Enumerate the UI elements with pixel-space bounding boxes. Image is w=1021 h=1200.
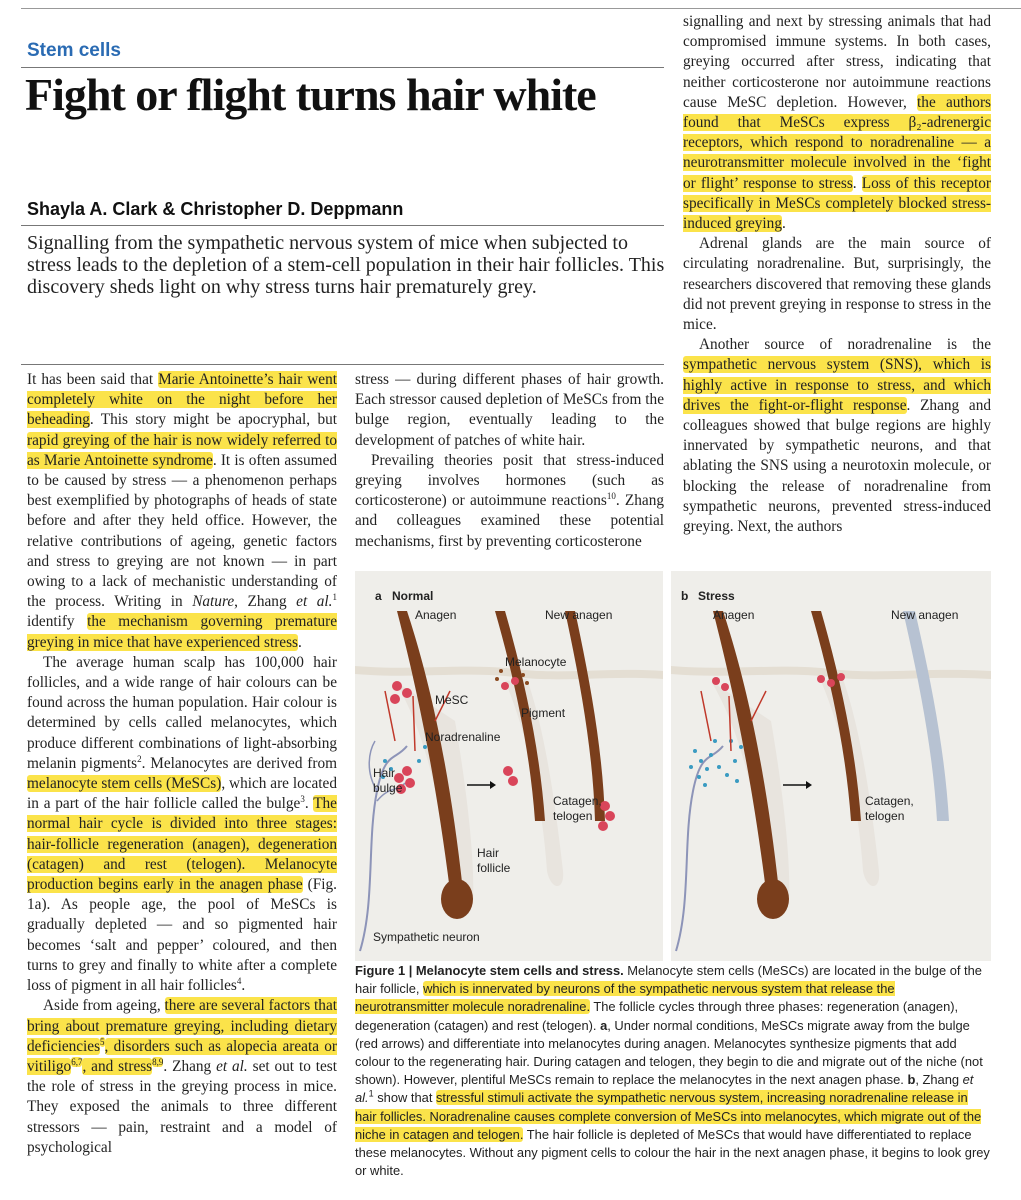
paragraph: Adrenal glands are the main source of circulating noradrenaline. But, surprisingly, the researchers discovered that removing these glands did not prevent greying in response to stress in the mice. <box>683 235 992 334</box>
caption-label: Figure 1 | Melanocyte stem cells and stress. <box>355 963 624 978</box>
citation: 5 <box>100 1036 105 1047</box>
citation: 6,7 <box>71 1056 83 1067</box>
label-catagen-2: telogen <box>553 809 593 823</box>
body-column-1 <box>27 370 337 1158</box>
highlight: the mechanism governing premature greying in mice that have experienced stress <box>27 613 337 651</box>
label-sympathetic-neuron: Sympathetic neuron <box>373 930 480 944</box>
highlight: which is innervated by neurons of the sympathetic nervous system that release the neurotransmitter molecule noradrenaline. <box>355 981 895 1015</box>
article-title: Fight or flight turns hair white <box>25 69 596 120</box>
highlight: the authors found that MeSCs express β₂-adrenergic receptors, which respond to noradrenaline — a neurotransmitter molecule involved in the ‘fight or flight’ response to stress <box>683 93 992 192</box>
label-hair-bulge-2: bulge <box>373 781 403 795</box>
panel-b-letter: b <box>681 589 689 603</box>
highlight: rapid greying of the hair is now widely referred to as Marie Antoinette syndrome <box>27 431 337 469</box>
standfirst-rule <box>21 225 664 226</box>
paragraph: Aside from ageing, there are several factors that bring about premature greying, including dietary deficiencies$^5$, disorders such as alopecia areata or vitiligo$^{6,7}$, and stress$^{8,9}$. Zhang et al. set out to test the role of stress in the greying process in mice. They exposed the animals to three different stressors — pain, restraint and a model of psychological <box>27 997 337 1156</box>
label-melanocyte: Melanocyte <box>505 655 567 669</box>
top-rule <box>21 8 664 9</box>
highlight: , and stress <box>82 1057 153 1075</box>
highlight: The normal hair cycle is divided into three stages: hair-follicle regeneration (anagen), degeneration (catagen) and rest (telogen). Melanocyte production begins early in the anagen phase <box>27 795 337 894</box>
body-rule <box>21 364 664 365</box>
highlight: there are several factors that bring about premature greying, including dietary deficiencies <box>27 997 337 1055</box>
section-rule <box>21 67 664 68</box>
panel-a-letter: a <box>375 589 382 603</box>
figure-caption: Figure 1 | Melanocyte stem cells and stress. Melanocyte stem cells (MeSCs) are located in the bulge of the hair follicle, which is innervated by neurons of the sympathetic nervous system that release the neurotransmitter molecule noradrenaline. The follicle cycles through three phases: regeneration (anagen), degeneration (catagen) and rest (telogen). a, Under normal conditions, MeSCs migrate away from the bulge (red arrows) and differentiate into melanocytes during anagen. Melanocytes synthesize pigments that add colour to the regenerating hair. During catagen and telogen, they begin to die and migrate out of the niche (not shown). However, plentiful MeSCs remain to replace the melanocytes in the next anagen phase. b, Zhang et al.$^1$ show that stressful stimuli activate the sympathetic nervous system, increasing noradrenaline release in hair follicles. Noradrenaline causes complete conversion of MeSCs into melanocytes, which migrate out of the niche in catagen and telogen. The hair follicle is depleted of MeSCs that would have differentiated to replace these melanocytes. Without any pigment cells to colour the hair in the next anagen phase, it begins to look grey or white. <box>355 963 990 1179</box>
label-hair-bulge-1: Hair <box>373 766 396 780</box>
body-column-3 <box>683 12 991 537</box>
citation: 1 <box>332 592 337 603</box>
label-catagen-1: Catagen, <box>865 794 914 808</box>
paragraph: signalling and next by stressing animals that had compromised immune systems. In both cases, greying occurred after stress, indicating that neither corticosterone nor autoimmune reactions cause MeSC depletion. However, the authors found that MeSCs express β₂-adrenergic receptors, which respond to noradrenaline — a neurotransmitter molecule involved in the ‘fight or flight’ response to stress. Loss of this receptor specifically in MeSCs completely blocked stress-induced greying. <box>683 13 992 233</box>
highlight: stressful stimuli activate the sympathetic nervous system, increasing noradrenaline release in hair follicles. Noradrenaline causes complete conversion of MeSCs into melanocytes, which migrate out of the niche in catagen and telogen. <box>355 1090 982 1142</box>
figure-1 <box>355 571 991 961</box>
citation: 2 <box>137 753 142 764</box>
label-mesc: MeSC <box>435 693 469 707</box>
highlight: Marie Antoinette’s hair went completely white on the night before her beheading <box>27 371 337 429</box>
panel-b <box>671 571 991 961</box>
label-noradrenaline: Noradrenaline <box>425 730 501 744</box>
body-column-2 <box>355 370 664 552</box>
panel-a-title: Normal <box>392 589 434 603</box>
label-anagen: Anagen <box>713 608 755 622</box>
label-anagen: Anagen <box>415 608 457 622</box>
panel-b-title: Stress <box>698 589 735 603</box>
citation: 3 <box>300 794 305 805</box>
label-catagen-2: telogen <box>865 809 905 823</box>
highlight: sympathetic nervous system (SNS), which is highly active in response to stress, and which drives the fight-or-flight response <box>683 356 991 414</box>
paragraph: stress — during different phases of hair growth. Each stressor caused depletion of MeSCs from the bulge region, eventually leading to the development of patches of white hair. <box>355 371 664 449</box>
standfirst: Signalling from the sympathetic nervous system of mice when subjected to stress leads to the depletion of a stem-cell population in their hair follicles. This discovery sheds light on why stress turns hair prematurely grey. <box>27 232 665 298</box>
paragraph: Another source of noradrenaline is the sympathetic nervous system (SNS), which is highly active in response to stress, and which drives the fight-or-flight response. Zhang and colleagues showed that bulge regions are highly innervated by sympathetic neurons, and that ablating the SNS using a neurotoxin molecule, or blocking the release of noradrenaline from sympathetic neurons, prevented stress-induced greying. Next, the authors <box>683 336 991 536</box>
citation: 1 <box>368 1089 374 1100</box>
label-hair-follicle-2: follicle <box>477 861 511 875</box>
article-authors: Shayla A. Clark & Christopher D. Deppmann <box>27 199 404 219</box>
top-rule-right <box>664 8 1021 9</box>
label-new-anagen: New anagen <box>545 608 613 622</box>
citation: 8,9 <box>152 1056 164 1067</box>
panel-a <box>355 571 663 961</box>
citation: 4 <box>236 976 242 986</box>
section-label: Stem cells <box>27 40 121 61</box>
label-new-anagen: New anagen <box>891 608 959 622</box>
paragraph: It has been said that Marie Antoinette’s hair went completely white on the night before her beheading. This story might be apocryphal, but rapid greying of the hair is now widely referred to as Marie Antoinette syndrome. It is often assumed to be caused by stress — a phenomenon perhaps best exemplified by photographs of heads of state before and after they held office. However, the relative contributions of ageing, genetic factors and stress to greying are not known — in part owing to a lack of mechanistic understanding of the process. Writing in Nature, Zhang et al.$^1$ identify the mechanism governing premature greying in mice that have experienced stress. <box>27 371 338 651</box>
label-pigment: Pigment <box>521 706 566 720</box>
highlight: Loss of this receptor specifically in MeSCs completely blocked stress-induced greying <box>683 174 991 233</box>
label-hair-follicle-1: Hair <box>477 846 500 860</box>
highlight: melanocyte stem cells (MeSCs) <box>27 775 222 793</box>
citation: 10 <box>606 491 616 502</box>
label-catagen-1: Catagen, <box>553 794 602 808</box>
paragraph: The average human scalp has 100,000 hair follicles, and a wide range of hair colours can be found across the human population. Hair colour is determined by cells called melanocytes, which produce different combinations of light-absorbing melanin pigments$^2$. Melanocytes are derived from melanocyte stem cells (MeSCs), which are located in a part of the hair follicle called the bulge$^3$. The normal hair cycle is divided into three stages: hair-follicle regeneration (anagen), degeneration (catagen) and rest (telogen). Melanocyte production begins early in the anagen phase (Fig. 1a). As people age, the pool of MeSCs is gradually depleted — and so pigmented hair becomes ‘salt and pepper’ coloured, and then turns to grey and finally to white after a complete loss of pigment in all hair follicles$^4$. <box>27 653 337 995</box>
paragraph: Prevailing theories posit that stress-induced greying involves hormones (such as corticosterone) or autoimmune reactions$^{10}$. Zhang and colleagues examined these potential mechanisms, first by preventing corticosterone <box>355 451 664 550</box>
highlight: , disorders such as alopecia areata or vitiligo <box>27 1037 337 1075</box>
